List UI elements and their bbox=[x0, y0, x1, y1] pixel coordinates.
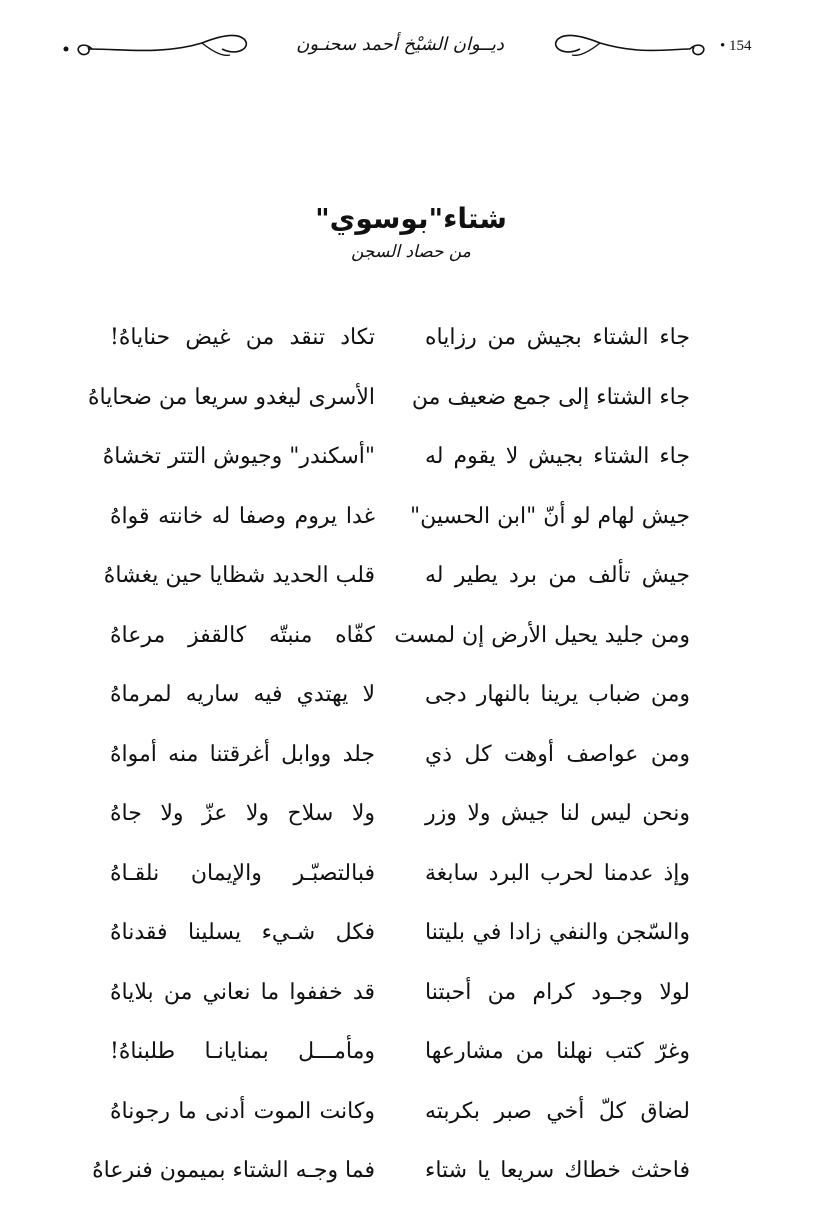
poem-title: شتاء"بوسوي" bbox=[315, 202, 507, 235]
verse-first-hemistich: جيش لهام لو أنّ "ابن الحسين" bbox=[409, 503, 690, 529]
verse-first-hemistich: ونحن ليس لنا جيش ولا وزر bbox=[425, 801, 690, 826]
verse-first-hemistich: ومن جليد يحيل الأرض إن لمست bbox=[394, 622, 690, 648]
verse-line bbox=[110, 789, 690, 849]
verse-first-hemistich: لولا وجـود كرام من أحبتنا bbox=[425, 979, 690, 1005]
verse-line bbox=[110, 908, 690, 968]
verse-second-hemistich: غدا يروم وصفا له خانته قواهُ bbox=[110, 503, 375, 529]
verse-line bbox=[110, 313, 690, 373]
verse-second-hemistich: ومأمـــل بمنايانـا طلبناهُ! bbox=[110, 1039, 375, 1064]
verse-second-hemistich: "أسكندر" وجيوش التتر تخشاهُ bbox=[102, 444, 375, 469]
verse-line bbox=[110, 849, 690, 909]
verse-second-hemistich: تكاد تنقد من غيض حناياهُ! bbox=[110, 325, 375, 350]
page-header bbox=[0, 0, 822, 90]
verse-line bbox=[103, 551, 690, 611]
verse-line bbox=[110, 492, 690, 552]
verse-first-hemistich: والسّجن والنفي زادا في بليتنا bbox=[425, 920, 690, 945]
verse-second-hemistich: فبالتصبّـر والإيمان نلقـاهُ bbox=[110, 860, 375, 886]
verse-first-hemistich: فاحثث خطاك سريعا يا شتاء bbox=[425, 1158, 690, 1183]
page-number: • 154 bbox=[720, 38, 752, 54]
verse-first-hemistich: جيش تألف من برد يطير له bbox=[425, 563, 690, 588]
running-head: ديــوان الشيْخ أحمد سحنـون bbox=[296, 34, 504, 55]
verse-line bbox=[87, 373, 690, 433]
verse-second-hemistich: الأسرى ليغدو سريعا من ضحاياهُ bbox=[87, 384, 375, 410]
verse-second-hemistich: ولا سلاح ولا عزّ ولا جاهُ bbox=[110, 801, 375, 826]
verse-first-hemistich: لضاق كلّ أخي صبر بكربته bbox=[425, 1098, 690, 1124]
verse-second-hemistich: قلب الحديد شظايا حين يغشاهُ bbox=[103, 563, 375, 588]
verse-first-hemistich: جاء الشتاء بجيش لا يقوم له bbox=[425, 444, 690, 469]
verse-first-hemistich: ومن ضباب يرينا بالنهار دجى bbox=[425, 682, 690, 707]
verse-line bbox=[110, 968, 690, 1028]
verse-second-hemistich: جلد ووابل أغرقتنا منه أمواهُ bbox=[110, 741, 375, 767]
poem-title-block bbox=[0, 200, 822, 266]
verse-first-hemistich: وإذ عدمنا لحرب البرد سابغة bbox=[425, 860, 690, 886]
verse-second-hemistich: فكل شـيء يسلينا فقدناهُ bbox=[110, 920, 375, 945]
verse-line bbox=[110, 670, 690, 730]
verse-line bbox=[110, 730, 690, 790]
verse-second-hemistich: كفّاه منبتّه كالقفز مرعاهُ bbox=[110, 622, 375, 648]
verse-second-hemistich: قد خففوا ما نعاني من بلاياهُ bbox=[110, 979, 375, 1005]
verse-line bbox=[92, 1146, 690, 1206]
verse-second-hemistich: لا يهتدي فيه ساريه لمرماهُ bbox=[110, 682, 375, 707]
poem-subtitle: من حصاد السجن bbox=[351, 242, 471, 262]
verse-first-hemistich: جاء الشتاء إلى جمع ضعيف من bbox=[411, 384, 690, 410]
ornament-flourish-right bbox=[540, 25, 710, 65]
verse-line bbox=[102, 432, 690, 492]
verse-first-hemistich: جاء الشتاء بجيش من رزاياه bbox=[425, 325, 690, 350]
verse-second-hemistich: وكانت الموت أدنى ما رجوناهُ bbox=[110, 1098, 375, 1124]
ornament-flourish-left bbox=[62, 25, 262, 65]
verse-line bbox=[110, 1087, 690, 1147]
verse-line bbox=[110, 1027, 690, 1087]
verse-line bbox=[110, 611, 690, 671]
poem-body bbox=[87, 313, 690, 1206]
verse-second-hemistich: فما وجـه الشتاء بميمون فنرعاهُ bbox=[92, 1158, 375, 1183]
verse-first-hemistich: ومن عواصف أوهت كل ذي bbox=[425, 741, 690, 767]
verse-first-hemistich: وغرّ كتب نهلنا من مشارعها bbox=[425, 1039, 690, 1064]
